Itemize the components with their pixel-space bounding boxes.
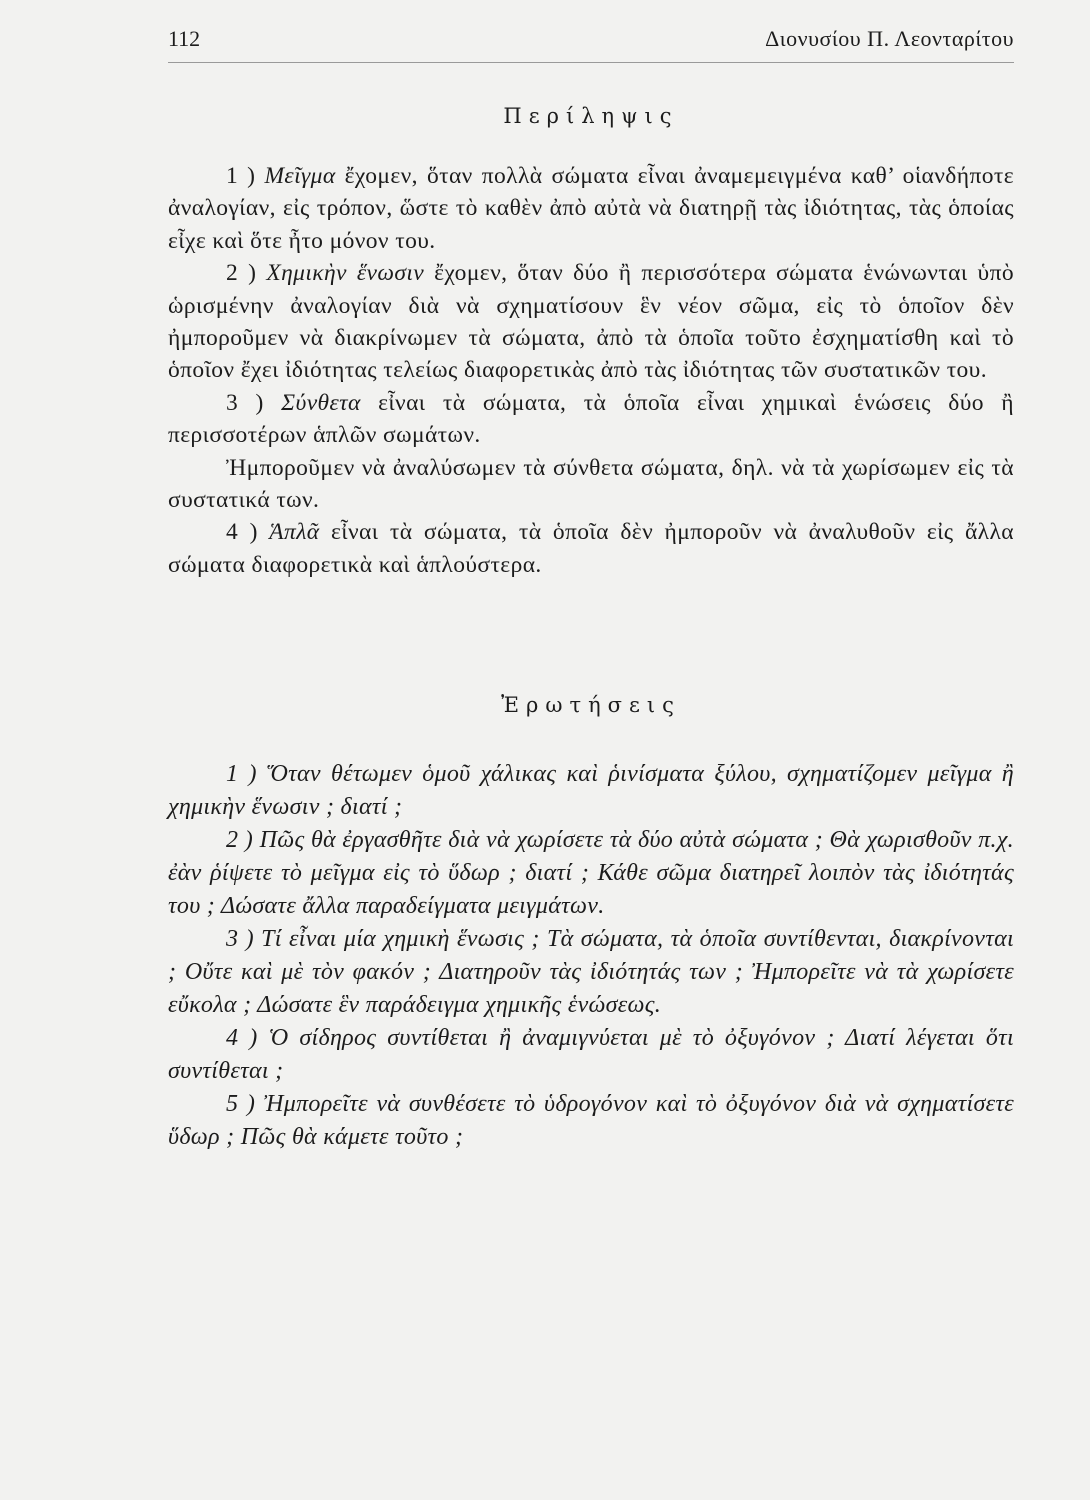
summary-paragraph: 1 ) Μεῖγμα ἔχομεν, ὅταν πολλὰ σώματα εἶναι ἀναμεμειγμένα καθ’ οἱανδήποτε ἀναλογίαν, εἰς τρόπον, ὥστε τὸ καθὲν ἀπὸ αὐτὰ νὰ διατηρῇ τὰς ἰδιότητας, τὰς ὁποίας εἶχε καὶ ὅτε ἦτο μόνον του.: [168, 163, 1014, 254]
page-number: 112: [168, 26, 201, 51]
summary-term: Ἁπλᾶ: [269, 519, 320, 546]
question-paragraph: 4 ) Ὁ σίδηρος συντίθεται ἢ ἀναμιγνύεται μὲ τὸ ὀξυγόνον ; Διατί λέγεται ὅτι συντίθεται ;: [168, 1025, 1014, 1084]
summary-term: Μεῖγμα: [264, 163, 336, 189]
summary-paragraph: 2 ) Χημικὴν ἕνωσιν ἔχομεν, ὅταν δύο ἢ περισσότερα σώματα ἑνώνωνται ὑπὸ ὡρισμένην ἀναλογίαν διὰ νὰ σχηματίσουν ἓν νέον σῶμα, εἰς τὸ ὁποῖον δὲν ἠμποροῦμεν νὰ διακρίνωμεν τὰ σώματα, ἀπὸ τὰ ὁποῖα τοῦτο ἐσχηματίσθη καὶ τὸ ὁποῖον ἔχει ἰδιότητας τελείως διαφορετικὰς ἀπὸ τὰς ἰδιότητας τῶν συστατικῶν του.: [168, 260, 1014, 384]
summary-paragraph: Ἠμποροῦμεν νὰ ἀναλύσωμεν τὰ σύνθετα σώματα, δηλ. νὰ τὰ χωρίσωμεν εἰς τὰ συστατικά των.: [168, 454, 1014, 514]
question-paragraph: 3 ) Τί εἶναι μία χημικὴ ἕνωσις ; Τὰ σώματα, τὰ ὁποῖα συντίθενται, διακρίνονται ; Οὔτε καὶ μὲ τὸν φακόν ; Διατηροῦν τὰς ἰδιότητάς των ; Ἠμπορεῖτε νὰ τὰ χωρίσετε εὔκολα ; Δώσατε ἓν παράδειγμα χημικῆς ἑνώσεως.: [168, 926, 1014, 1018]
summary-paragraph: 4 ) Ἁπλᾶ εἶναι τὰ σώματα, τὰ ὁποῖα δὲν ἠμποροῦν νὰ ἀναλυθοῦν εἰς ἄλλα σώματα διαφορετικὰ καὶ ἁπλούστερα.: [168, 519, 1014, 578]
question-paragraph: 1 ) Ὅταν θέτωμεν ὁμοῦ χάλικας καὶ ῥινίσματα ξύλου, σχηματίζομεν μεῖγμα ἢ χημικὴν ἕνωσιν ; διατί ;: [168, 761, 1014, 820]
questions-title: Ἐρωτήσεις: [501, 693, 681, 717]
summary-title: Περίληψις: [503, 104, 679, 128]
question-paragraph: 2 ) Πῶς θὰ ἐργασθῆτε διὰ νὰ χωρίσετε τὰ δύο αὐτὰ σώματα ; Θὰ χωρισθοῦν π.χ. ἐὰν ῥίψετε τὸ μεῖγμα εἰς τὸ ὕδωρ ; διατί ; Κάθε σῶμα διατηρεῖ λοιπὸν τὰς ἰδιότητάς του ; Δώσατε ἄλλα παραδείγματα μειγμάτων.: [168, 827, 1014, 919]
header-rule: [168, 62, 1014, 63]
page-header: [168, 26, 1014, 62]
summary-term: Σύνθετα: [281, 389, 361, 416]
questions-section: [168, 758, 1014, 1154]
summary-term: Χημικὴν ἕνωσιν: [266, 260, 425, 287]
running-head: Διονυσίου Π. Λεονταρίτου: [765, 26, 1014, 51]
summary-paragraph: 3 ) Σύνθετα εἶναι τὰ σώματα, τὰ ὁποῖα εἶναι χημικαὶ ἑνώσεις δύο ἢ περισσοτέρων ἁπλῶν σωμάτων.: [168, 389, 1014, 449]
summary-section: [168, 160, 1014, 581]
question-paragraph: 5 ) Ἠμπορεῖτε νὰ συνθέσετε τὸ ὑδρογόνον καὶ τὸ ὀξυγόνον διὰ νὰ σχηματίσετε ὕδωρ ; Πῶς θὰ κάμετε τοῦτο ;: [168, 1091, 1014, 1150]
